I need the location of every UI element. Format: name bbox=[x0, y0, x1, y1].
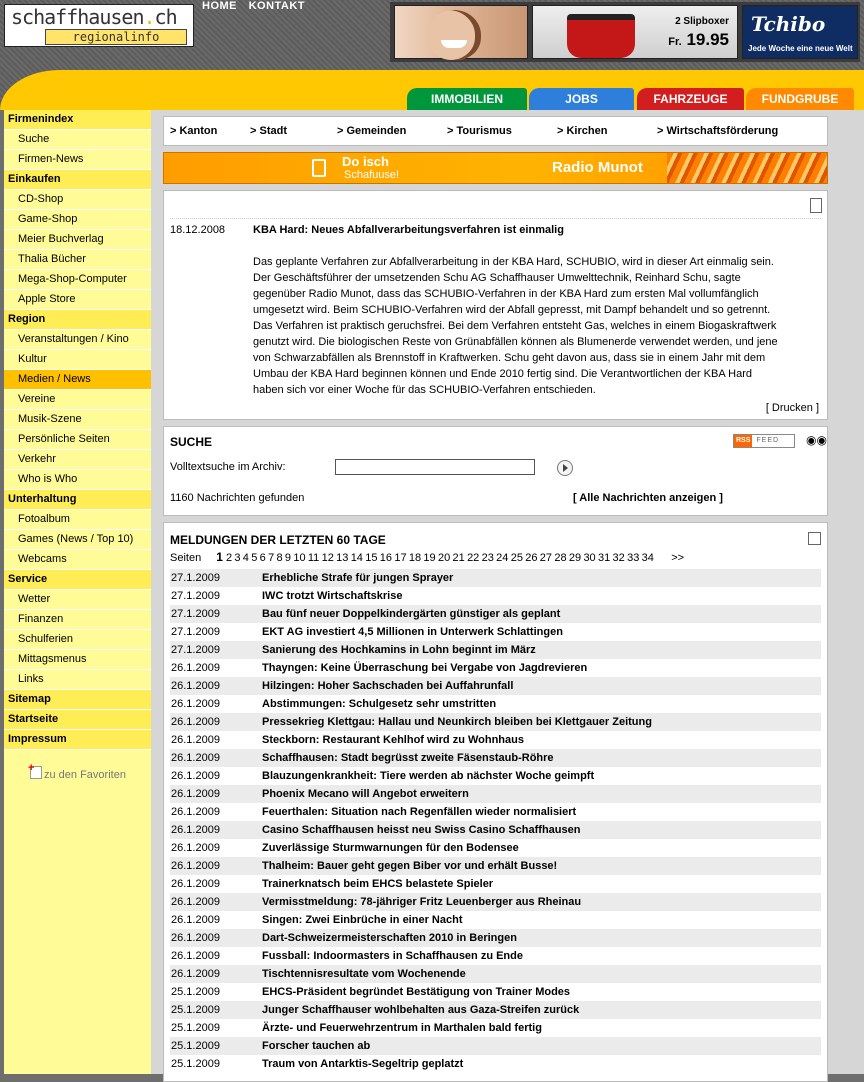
news-list-panel bbox=[163, 522, 828, 1082]
page-link[interactable]: 18 bbox=[408, 552, 422, 564]
underwear-image bbox=[567, 14, 635, 58]
news-title-link[interactable]: IWC trotzt Wirtschaftskrise bbox=[262, 590, 403, 602]
ad-slipboxer[interactable] bbox=[532, 5, 738, 59]
sidebar-item[interactable]: Musik-Szene bbox=[4, 410, 151, 430]
news-date: 26.1.2009 bbox=[171, 806, 220, 818]
news-row[interactable] bbox=[170, 947, 821, 965]
news-date: 25.1.2009 bbox=[171, 986, 220, 998]
current-page: 1 bbox=[216, 550, 223, 564]
news-date: 26.1.2009 bbox=[171, 950, 220, 962]
page-link[interactable]: 16 bbox=[379, 552, 393, 564]
bookmark-add-icon bbox=[30, 766, 42, 779]
news-row[interactable] bbox=[170, 767, 821, 785]
page-link[interactable]: 9 bbox=[284, 552, 292, 564]
news-row[interactable] bbox=[170, 857, 821, 875]
news-date: 26.1.2009 bbox=[171, 698, 220, 710]
page-link[interactable]: 17 bbox=[394, 552, 407, 564]
page-link[interactable]: 32 bbox=[612, 552, 625, 564]
article-title: KBA Hard: Neues Abfallverarbeitungsverfahren ist einmalig bbox=[253, 224, 564, 236]
search-label: Volltextsuche im Archiv: bbox=[170, 461, 286, 473]
sidebar-item[interactable]: Schulferien bbox=[4, 630, 151, 650]
book-icon[interactable] bbox=[808, 532, 821, 545]
article-date: 18.12.2008 bbox=[170, 224, 226, 236]
result-count: 1160 Nachrichten gefunden bbox=[170, 492, 305, 504]
news-title-link[interactable]: EKT AG investiert 4,5 Millionen in Unterwerk Schlattingen bbox=[262, 626, 563, 638]
page-link[interactable]: 5 bbox=[251, 552, 258, 564]
news-row[interactable] bbox=[170, 1055, 821, 1073]
news-title-link[interactable]: Phoenix Mecano will Angebot erweitern bbox=[262, 788, 469, 800]
news-row[interactable] bbox=[170, 659, 821, 677]
page-link[interactable]: 26 bbox=[525, 552, 538, 564]
news-row[interactable] bbox=[170, 587, 821, 605]
news-row[interactable] bbox=[170, 641, 821, 659]
sidebar-item[interactable]: Thalia Bücher bbox=[4, 250, 151, 270]
sidebar-item[interactable]: CD-Shop bbox=[4, 190, 151, 210]
page-link[interactable]: 2 bbox=[225, 552, 233, 564]
add-favorites-link[interactable]: +zu den Favoriten bbox=[30, 766, 126, 781]
sidebar-item[interactable]: Firmen-News bbox=[4, 150, 151, 170]
news-row[interactable] bbox=[170, 875, 821, 893]
sidebar-item[interactable]: Games (News / Top 10) bbox=[4, 530, 151, 550]
news-date: 26.1.2009 bbox=[171, 860, 220, 872]
news-date: 26.1.2009 bbox=[171, 968, 220, 980]
subnav-wirtschaftsfoerderung[interactable]: > Wirtschaftsförderung bbox=[657, 125, 779, 137]
news-row[interactable] bbox=[170, 605, 821, 623]
news-date: 25.1.2009 bbox=[171, 1004, 220, 1016]
sidebar-item[interactable]: Links bbox=[4, 670, 151, 690]
page-link[interactable]: 23 bbox=[481, 552, 494, 564]
news-date: 26.1.2009 bbox=[171, 824, 220, 836]
page-link[interactable]: 34 bbox=[641, 552, 654, 564]
sidebar-item[interactable]: Finanzen bbox=[4, 610, 151, 630]
subnav-tourismus[interactable]: > Tourismus bbox=[447, 125, 512, 137]
news-date: 26.1.2009 bbox=[171, 752, 220, 764]
tchibo-logo: Tchibo bbox=[751, 12, 826, 36]
news-date: 27.1.2009 bbox=[171, 590, 220, 602]
region-subnav bbox=[163, 116, 828, 146]
banner-slogan-1: Do isch bbox=[342, 154, 389, 169]
pagination bbox=[170, 550, 684, 564]
nav-kontakt-link[interactable]: KONTAKT bbox=[248, 0, 306, 12]
sidebar-item[interactable]: Who is Who bbox=[4, 470, 151, 490]
page-header bbox=[0, 0, 864, 110]
face-image bbox=[427, 10, 481, 60]
news-title-link[interactable]: Hilzingen: Hoher Sachschaden bei Auffahrunfall bbox=[262, 680, 514, 692]
news-date: 26.1.2009 bbox=[171, 716, 220, 728]
page-link[interactable]: 30 bbox=[583, 552, 596, 564]
news-date: 26.1.2009 bbox=[171, 680, 220, 692]
news-row[interactable] bbox=[170, 1037, 821, 1055]
news-title-link[interactable]: Sanierung des Hochkamins in Lohn beginnt im März bbox=[262, 644, 536, 656]
rss-feed-button[interactable]: RSS FEED bbox=[733, 434, 795, 448]
news-row[interactable] bbox=[170, 911, 821, 929]
search-title: SUCHE bbox=[170, 435, 213, 449]
sidebar-category[interactable]: Unterhaltung bbox=[4, 490, 151, 510]
banner-slogan-2: Schafuuse! bbox=[344, 169, 400, 181]
news-row[interactable] bbox=[170, 1001, 821, 1019]
sidebar-category[interactable]: Einkaufen bbox=[4, 170, 151, 190]
sidebar-category[interactable]: Startseite bbox=[4, 710, 151, 730]
news-title-link[interactable]: Traum von Antarktis-Segeltrip geplatzt bbox=[262, 1058, 464, 1070]
sidebar-category[interactable]: Region bbox=[4, 310, 151, 330]
page-link[interactable]: 10 bbox=[293, 552, 306, 564]
news-title: MELDUNGEN DER LETZTEN 60 TAGE bbox=[170, 533, 386, 547]
sidebar-item[interactable]: Mittagsmenus bbox=[4, 650, 151, 670]
page-link[interactable]: 6 bbox=[259, 552, 266, 564]
page-link[interactable]: 20 bbox=[437, 552, 451, 564]
news-title-link[interactable]: Bau fünf neuer Doppelkindergärten günstiger als geplant bbox=[262, 608, 561, 620]
page-link[interactable]: 27 bbox=[539, 552, 553, 564]
news-row[interactable] bbox=[170, 803, 821, 821]
news-date: 25.1.2009 bbox=[171, 1022, 220, 1034]
subnav-kanton[interactable]: > Kanton bbox=[170, 125, 218, 137]
news-title-link[interactable]: Zuverlässige Sturmwarnungen für den Bodensee bbox=[262, 842, 519, 854]
search-go-button[interactable] bbox=[557, 460, 573, 476]
pages-label: Seiten bbox=[170, 552, 202, 564]
sidebar-category[interactable]: Impressum bbox=[4, 730, 151, 750]
news-date: 26.1.2009 bbox=[171, 932, 220, 944]
ad-slipboxer-label: 2 Slipboxer bbox=[675, 16, 729, 27]
banner-station: Radio Munot bbox=[552, 159, 643, 176]
page-link[interactable]: 7 bbox=[268, 552, 275, 564]
archive-search-input[interactable] bbox=[335, 459, 535, 475]
sidebar bbox=[4, 110, 151, 1074]
sidebar-category[interactable]: Service bbox=[4, 570, 151, 590]
news-title-link[interactable]: Trainerknatsch beim EHCS belastete Spieler bbox=[262, 878, 494, 890]
news-title-link[interactable]: Tischtennisresultate vom Wochenende bbox=[262, 968, 466, 980]
next-pages-link[interactable]: >> bbox=[671, 552, 685, 564]
tab-fahrzeuge[interactable]: FAHRZEUGE bbox=[637, 88, 744, 110]
sidebar-category[interactable]: Firmenindex bbox=[4, 110, 151, 130]
ad-slipboxer-price: Fr. 19.95 bbox=[668, 30, 729, 49]
page-link[interactable]: 15 bbox=[365, 552, 378, 564]
news-row[interactable] bbox=[170, 731, 821, 749]
news-date: 26.1.2009 bbox=[171, 662, 220, 674]
page-link[interactable]: 13 bbox=[336, 552, 349, 564]
sidebar-category[interactable]: Sitemap bbox=[4, 690, 151, 710]
sidebar-menu bbox=[4, 110, 151, 750]
sidebar-item[interactable]: Kultur bbox=[4, 350, 151, 370]
news-date: 27.1.2009 bbox=[171, 626, 220, 638]
news-row[interactable] bbox=[170, 713, 821, 731]
subnav-gemeinden[interactable]: > Gemeinden bbox=[337, 125, 407, 137]
nav-home-link[interactable]: HOME bbox=[202, 0, 237, 12]
speaker-icon bbox=[312, 159, 326, 177]
news-row[interactable] bbox=[170, 569, 821, 587]
page-link[interactable]: 12 bbox=[321, 552, 334, 564]
tab-fundgrube[interactable]: FUNDGRUBE bbox=[746, 88, 854, 110]
sidebar-item[interactable]: Vereine bbox=[4, 390, 151, 410]
top-nav bbox=[202, 0, 313, 12]
news-row[interactable] bbox=[170, 623, 821, 641]
news-date: 25.1.2009 bbox=[171, 1058, 220, 1070]
page-link[interactable]: 31 bbox=[597, 552, 611, 564]
sidebar-item[interactable]: Wetter bbox=[4, 590, 151, 610]
radio-munot-banner[interactable] bbox=[163, 152, 828, 184]
subnav-kirchen[interactable]: > Kirchen bbox=[557, 125, 608, 137]
news-date: 27.1.2009 bbox=[171, 644, 220, 656]
news-row[interactable] bbox=[170, 749, 821, 767]
page-link[interactable]: 25 bbox=[510, 552, 523, 564]
news-title-link[interactable]: Fussball: Indoormasters in Schaffhausen zu Ende bbox=[262, 950, 523, 962]
news-title-link[interactable]: Forscher tauchen ab bbox=[262, 1040, 371, 1052]
news-row[interactable] bbox=[170, 965, 821, 983]
sidebar-item[interactable]: Webcams bbox=[4, 550, 151, 570]
news-date: 27.1.2009 bbox=[171, 608, 220, 620]
page-link[interactable]: 21 bbox=[452, 552, 465, 564]
banner-pattern bbox=[667, 153, 827, 183]
news-row[interactable] bbox=[170, 821, 821, 839]
sidebar-item[interactable]: Apple Store bbox=[4, 290, 151, 310]
page-link[interactable]: 28 bbox=[554, 552, 567, 564]
sidebar-item[interactable]: Game-Shop bbox=[4, 210, 151, 230]
article-body: Das geplante Verfahren zur Abfallverarbeitung in der KBA Hard, SCHUBIO, wird in dieser Art einmalig sein. Der Geschäftsführer der umsetzenden Schu AG Schaffhauser Umwelttechnik, Reinhard Schu, sagte gegenüber Radio Munot, dass das SCHUBIO-Verfahren in der KBA Hard zum ersten Mal vollumfänglich umgesetzt wird. Beim SCHUBIO-Verfahren wird der Abfall gepresst, mit Dampf behandelt und so getrennt. Das Verfahren ist praktisch geruchsfrei. Bei dem Verfahren entsteht Gas, welches in einem Biogaskraftwerk genutzt wird. Die biologischen Reste von Grünabfällen können als Blumenerde verwendet werden, und jene von Schwarzabfällen als Brennstoff in Kraftwerken. Schu geht davon aus, dass sie in einem Jahr mit dem Umbau der KBA Hard beginnen können und Ende 2010 fertig sind. Die Verantwortlichen der KBA Hard haben sich vor einer Woche für das SCHUBIO-Verfahren entschieden. bbox=[253, 256, 778, 396]
tab-jobs[interactable]: JOBS bbox=[529, 88, 634, 110]
news-title-link[interactable]: EHCS-Präsident begründet Bestätigung von Trainer Modes bbox=[262, 986, 571, 998]
sidebar-item[interactable]: Verkehr bbox=[4, 450, 151, 470]
news-date: 26.1.2009 bbox=[171, 896, 220, 908]
tchibo-slogan: Jede Woche eine neue Welt bbox=[748, 44, 853, 53]
news-title-link[interactable]: Steckborn: Restaurant Kehlhof wird zu Wohnhaus bbox=[262, 734, 524, 746]
news-row[interactable] bbox=[170, 695, 821, 713]
logo-subtitle: regionalinfo bbox=[45, 29, 187, 45]
news-title-link[interactable]: Vermisstmeldung: 78-jähriger Fritz Leuenberger aus Rheinau bbox=[262, 896, 582, 908]
main-content bbox=[151, 110, 864, 1074]
page-link[interactable]: 24 bbox=[496, 552, 509, 564]
news-title-link[interactable]: Junger Schaffhauser wohlbehalten aus Gaza-Streifen zurück bbox=[262, 1004, 580, 1016]
news-title-link[interactable]: Erhebliche Strafe für jungen Sprayer bbox=[262, 572, 454, 584]
news-row[interactable] bbox=[170, 929, 821, 947]
news-row[interactable] bbox=[170, 893, 821, 911]
page-link[interactable]: 8 bbox=[276, 552, 283, 564]
news-title-link[interactable]: Feuerthalen: Situation nach Regenfällen wieder normalisiert bbox=[262, 806, 577, 818]
sidebar-item[interactable]: Mega-Shop-Computer bbox=[4, 270, 151, 290]
binoculars-icon[interactable]: ◉◉ bbox=[806, 433, 827, 447]
news-row[interactable] bbox=[170, 785, 821, 803]
news-date: 26.1.2009 bbox=[171, 914, 220, 926]
sidebar-item[interactable]: Persönliche Seiten bbox=[4, 430, 151, 450]
news-title-link[interactable]: Schaffhausen: Stadt begrüsst zweite Fäsenstaub-Röhre bbox=[262, 752, 554, 764]
subnav-stadt[interactable]: > Stadt bbox=[250, 125, 287, 137]
article-panel bbox=[163, 190, 828, 420]
sidebar-item[interactable]: Medien / News bbox=[4, 370, 151, 390]
news-title-link[interactable]: Dart-Schweizermeisterschaften 2010 in Beringen bbox=[262, 932, 517, 944]
news-date: 26.1.2009 bbox=[171, 842, 220, 854]
site-logo[interactable] bbox=[4, 4, 194, 47]
news-row[interactable] bbox=[170, 1019, 821, 1037]
tab-immobilien[interactable]: IMMOBILIEN bbox=[407, 88, 527, 110]
news-title-link[interactable]: Ärzte- und Feuerwehrzentrum in Marthalen bald fertig bbox=[262, 1022, 542, 1034]
sidebar-item[interactable]: Meier Buchverlag bbox=[4, 230, 151, 250]
logo-domain: schaffhausen.ch bbox=[11, 5, 177, 29]
news-date: 26.1.2009 bbox=[171, 770, 220, 782]
document-icon[interactable] bbox=[810, 198, 822, 213]
ad-strip bbox=[390, 2, 860, 62]
page-link[interactable]: 22 bbox=[467, 552, 480, 564]
news-row[interactable] bbox=[170, 839, 821, 857]
news-title-link[interactable]: Abstimmungen: Schulgesetz sehr umstritten bbox=[262, 698, 497, 710]
news-date: 26.1.2009 bbox=[171, 734, 220, 746]
news-row[interactable] bbox=[170, 983, 821, 1001]
page-link[interactable]: 29 bbox=[568, 552, 582, 564]
page-link[interactable]: 14 bbox=[350, 552, 363, 564]
news-title-link[interactable]: Blauzungenkrankheit: Tiere werden ab nächster Woche geimpft bbox=[262, 770, 595, 782]
news-date: 27.1.2009 bbox=[171, 572, 220, 584]
news-date: 26.1.2009 bbox=[171, 788, 220, 800]
sidebar-item[interactable]: Suche bbox=[4, 130, 151, 150]
page-link[interactable]: 19 bbox=[423, 552, 436, 564]
page-link[interactable]: 33 bbox=[627, 552, 640, 564]
news-title-link[interactable]: Singen: Zwei Einbrüche in einer Nacht bbox=[262, 914, 463, 926]
page-link[interactable]: 4 bbox=[242, 552, 249, 564]
ad-tchibo[interactable] bbox=[742, 5, 858, 59]
news-title-link[interactable]: Thalheim: Bauer geht gegen Biber vor und erhält Busse! bbox=[262, 860, 558, 872]
ad-photo-woman[interactable] bbox=[394, 5, 528, 59]
news-date: 25.1.2009 bbox=[171, 1040, 220, 1052]
sidebar-item[interactable]: Fotoalbum bbox=[4, 510, 151, 530]
news-title-link[interactable]: Thayngen: Keine Überraschung bei Vergabe von Jagdrevieren bbox=[262, 662, 588, 674]
news-title-link[interactable]: Casino Schaffhausen heisst neu Swiss Casino Schaffhausen bbox=[262, 824, 581, 836]
news-title-link[interactable]: Pressekrieg Klettgau: Hallau und Neunkirch bleiben bei Klettgauer Zeitung bbox=[262, 716, 652, 728]
page-link[interactable]: 11 bbox=[307, 552, 320, 564]
news-date: 26.1.2009 bbox=[171, 878, 220, 890]
print-link[interactable]: [ Drucken ] bbox=[765, 402, 819, 414]
page-link[interactable]: 3 bbox=[234, 552, 241, 564]
search-panel bbox=[163, 426, 828, 516]
show-all-news-link[interactable]: [ Alle Nachrichten anzeigen ] bbox=[573, 492, 723, 504]
news-rows bbox=[170, 569, 821, 1073]
news-row[interactable] bbox=[170, 677, 821, 695]
sidebar-item[interactable]: Veranstaltungen / Kino bbox=[4, 330, 151, 350]
